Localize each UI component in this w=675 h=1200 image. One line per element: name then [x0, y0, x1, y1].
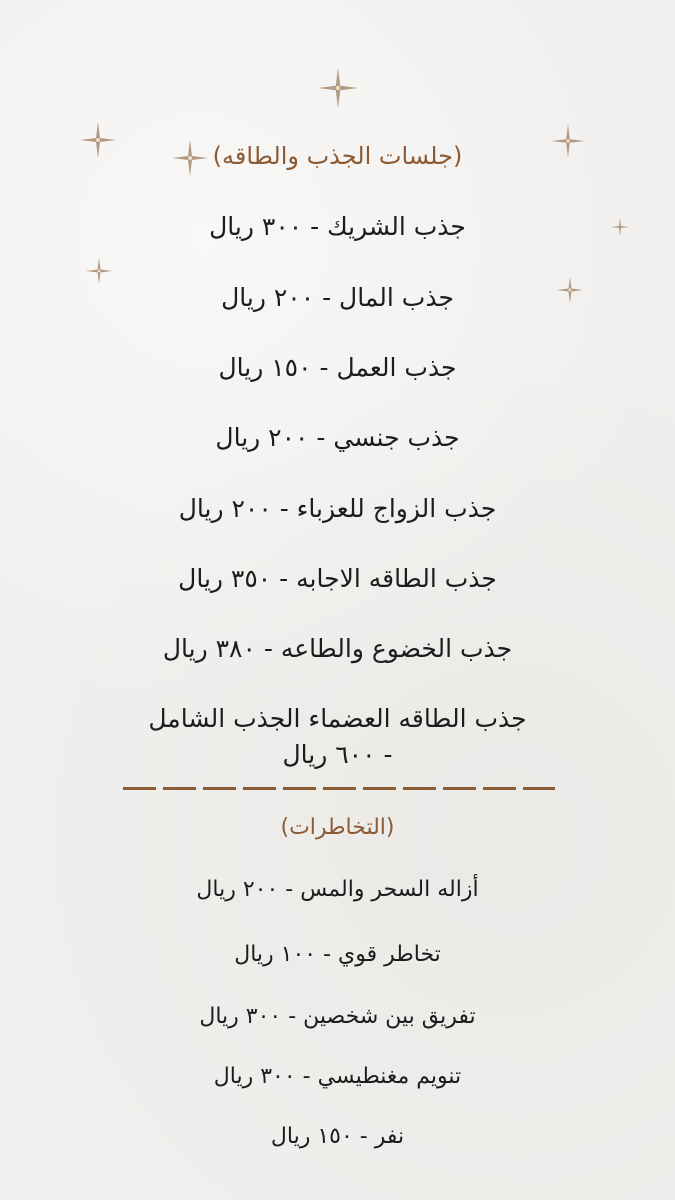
list-item: تخاطر قوي - ١٠٠ ريال: [234, 942, 441, 967]
list-item: تفريق بين شخصين - ٣٠٠ ريال: [199, 1004, 476, 1029]
list-item: جذب جنسي - ٢٠٠ ريال: [215, 423, 460, 452]
list-item: نفر - ١٥٠ ريال: [270, 1124, 405, 1149]
section-heading-attraction: (جلسات الجذب والطاقه): [212, 142, 463, 170]
dashed-divider: [123, 787, 555, 790]
list-item: جذب الخضوع والطاعه - ٣٨٠ ريال: [162, 634, 513, 663]
list-item: جذب الزواج للعزباء - ٢٠٠ ريال: [178, 494, 497, 523]
section-heading-telepathy: (التخاطرات): [280, 815, 395, 840]
list-item: جذب الشريك - ٣٠٠ ريال: [209, 212, 466, 241]
list-item: جذب الطاقه الاجابه - ٣٥٠ ريال: [178, 564, 497, 593]
list-item: جذب العمل - ١٥٠ ريال: [218, 353, 457, 382]
list-item: جذب المال - ٢٠٠ ريال: [221, 283, 454, 312]
list-item: تنويم مغنطيسي - ٣٠٠ ريال: [213, 1064, 462, 1089]
list-item: جذب الطاقه العضماء الجذب الشامل: [148, 704, 527, 733]
list-item: أزاله السحر والمس - ٢٠٠ ريال: [196, 877, 479, 902]
list-item-continuation: - ٦٠٠ ريال: [282, 740, 393, 769]
